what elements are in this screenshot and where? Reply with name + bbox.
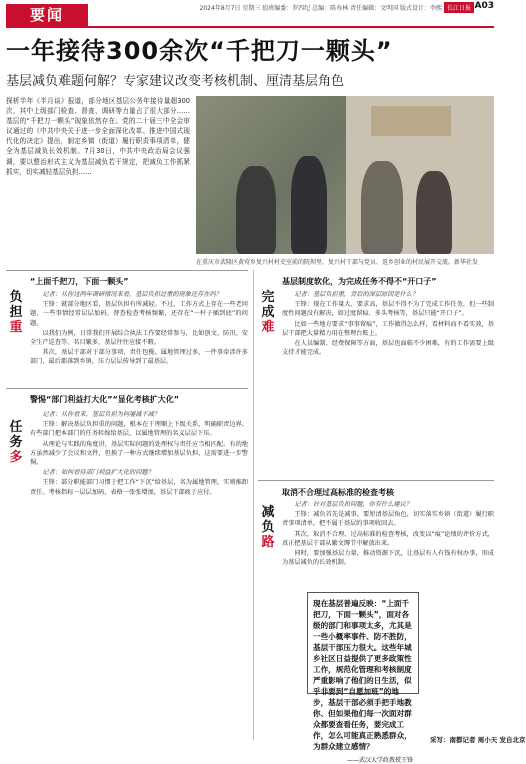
news-photo <box>196 96 494 254</box>
section-subtitle: “上面千把刀，下面一颗头” <box>30 277 129 286</box>
section-subtitle: 取消不合理过高标准的检查考核 <box>282 488 394 497</box>
section-label-tasks: 任 务 多 <box>9 420 23 465</box>
dateline: 2024年8月7日 星期三 值班编委：罗四纪 总编：陈寿林 责任编辑：文明国 版式设计：李熙 <box>199 5 442 12</box>
divider <box>6 388 248 389</box>
headline: 一年接待300余次“千把刀一颗头” <box>6 37 393 65</box>
section-subtitle: 警惕“部门利益打大化”“显化考核扩大化” <box>30 395 180 404</box>
section-label-relief: 减 负 路 <box>261 505 275 550</box>
pull-quote-source: ——武汉大学政教授王锋 <box>346 757 413 764</box>
byline: 采写：南都记者 周小天 发自北京 <box>430 736 526 744</box>
paper-badge: 长江日报 <box>444 2 474 13</box>
section-body: 记者：从你这两年调研情况来看，基层负担过重的现象还存在吗？ 王锋：就部分地区看，基层负担有所减轻。不过，工作方式上存在一些老问题，一些事情经常层层加码，督查检查考核频繁，还存在“一杆子插到底”的问题。 以我们为例，日常我们开展综合执法工作要经常参与，比如创文、防汛、安全生产巡查等，名目繁多，基层往往应接不暇。 其次，基层干部对于部分事项，责任包揽、属地管理过多，一件事牵涉许多部门，最后都落到乡镇，压力层层传导到了最基层。 <box>30 291 248 366</box>
section-label: 要闻 <box>6 4 88 26</box>
subheadline: 基层减负难题何解？专家建议改变考核机制、厘清基层角色 <box>6 74 345 89</box>
page-number: A03 <box>474 1 494 11</box>
column-rule <box>253 270 254 740</box>
photo-caption: 在重庆市武隆区黄莺乡复兴村村史室前的院坝里，复兴村干部与党员、返乡创业的村民展开交流。新华社发 <box>196 259 479 266</box>
section-label-burden: 负 担 重 <box>9 290 23 335</box>
masthead-rule <box>6 26 494 28</box>
pull-quote-text: 现在基层普遍反映：“上面千把刀，下面一颗头”，面对各级的部门和事项太多，尤其是一些小概率事件、防不胜防，基层干部压力很大。这些年城乡社区日益提供了更多政策性工作，规范化管理和考核制度严重影响了他们的日生活，似乎非要到“自愿加班”的地步，基层干部必须手把手地教你、但如果他们每一次面对群众都要查看任务，要完成工作，怎么可能真正熟悉群众，为群众建立感情？ <box>313 599 412 751</box>
section-subtitle: 基层制度软化，为完成任务不得不“开口子” <box>282 277 437 286</box>
section-body: 记者：针对基层负担问题，你有什么建议？ 王锋：减负首先是减事，要厘清基层角色，切实落实乡镇（街道）履行职责事项清单，把不属于基层的事项收回去。 其次，取消不合理、过高标准的检查考核，改变以“痕”论绩的评价方式，真正把基层干部从繁文缛节中解放出来。 同时，要加强基层力量，推动资源下沉，让基层有人有钱有权办事，形成为基层减负的长效机制。 <box>282 501 494 567</box>
masthead <box>0 0 500 26</box>
divider <box>6 270 248 271</box>
divider <box>258 480 494 481</box>
pull-quote <box>307 592 419 764</box>
lead-paragraph: 探析半年《半月谈》报道，部分地区基层公务年接待量超300次，其中上级部门检查、督查、调研等力量占了很大部分……基层的“千把刀一颗头”现象依然存在。党的二十届三中全会审议通过的《中共中央关于进一步全面深化改革、推进中国式现代化的决定》提出，制定乡镇（街道）履行职责事项清单，健全为基层减负长效机制。7月30日，中共中央政治局会议强调，要以整治形式主义为基层减负若干规定，把减负工作抓紧抓实，切实减轻基层负担…… <box>6 97 190 176</box>
section-body: 记者：从你看来，基层负担为何屡减不减？ 王锋：解决基层负担重的问题，根本在于理顺上下级关系，明确职责边界。有些部门把本部门的任务转嫁给基层，以属地管理的名义层层下压。 从理论与实践的角度讲，基层实际问题的处理权与责任应当相匹配。有的地方虽然减少了会议和文件，但换了一种方式继续增加基层负担，这需要进一步警惕。 记者：如何看待部门利益扩大化的问题？ 王锋：部分职能部门习惯于把工作“下沉”给基层，名为属地管理，实则推卸责任。考核指标一层层加码，表格一张张增加，基层干部疲于应付。 <box>30 411 248 496</box>
section-label-completion: 完 成 难 <box>261 290 275 335</box>
section-body: 记者：基层负担重，背后的深层原因是什么？ 王锋：现在工作量大、要求高，基层不得不为了完成工作任务，但一些制度性问题没有解决，如过度留痕、多头考核等，基层只能“开口子”。 比如一些地方要求“事事留痕”，工作做得怎么样，看材料而不看实效，基层干部把大量精力用在整理台账上。 在人员编制、经费保障等方面，基层也面临不少困难，有的工作需要上级支持才能完成。 <box>282 291 494 357</box>
